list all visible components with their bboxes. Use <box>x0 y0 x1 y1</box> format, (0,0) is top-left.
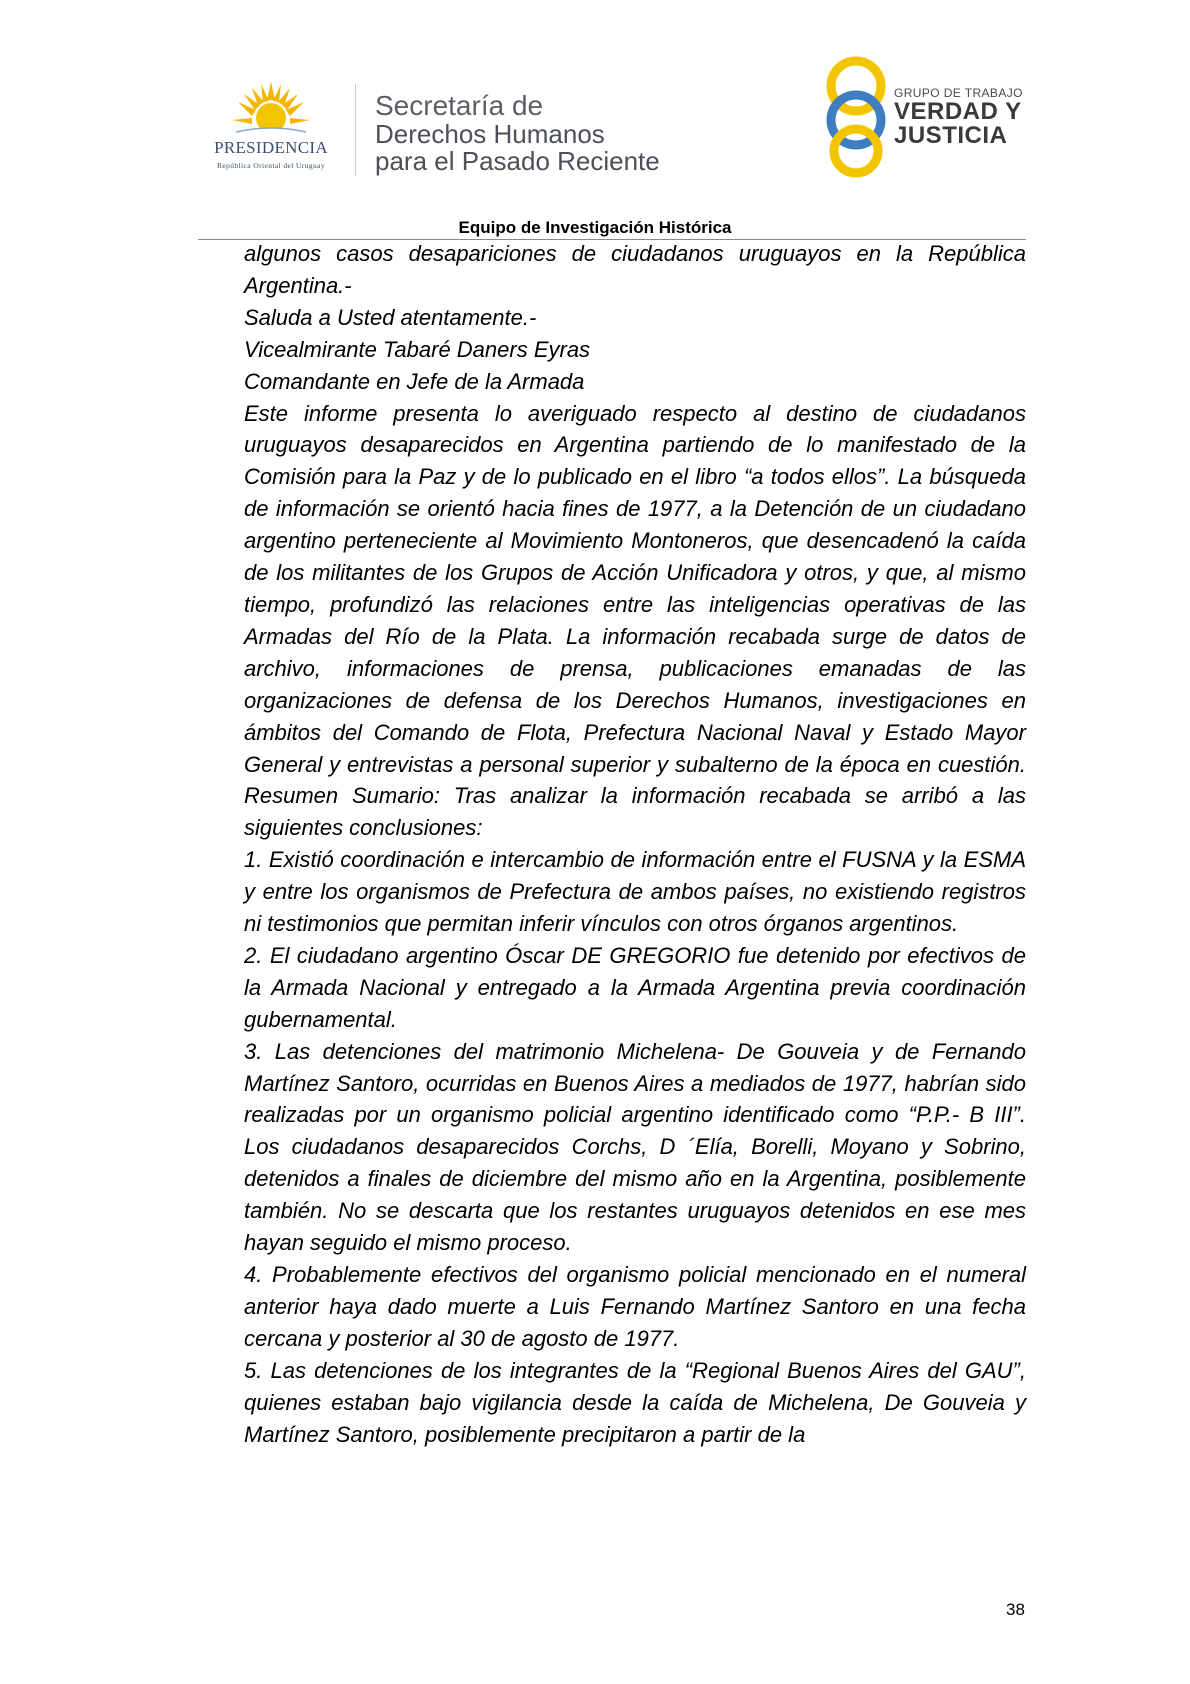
secretaria-line-1: Secretaría de <box>375 90 544 121</box>
presidencia-logo <box>198 80 344 176</box>
secretaria-line-2: Derechos Humanos <box>375 119 605 149</box>
presidencia-subtitle: República Oriental del Uruguay <box>216 161 325 170</box>
secretaria-line-3: para el Pasado Reciente <box>375 146 660 176</box>
interlocking-rings-icon <box>822 56 892 178</box>
paragraph: algunos casos desapariciones de ciudadanos uruguayos en la República Argentina.- <box>244 241 1026 298</box>
grupo-trabajo-line-3: JUSTICIA <box>894 122 1008 149</box>
paragraph: 1. Existió coordinación e intercambio de información entre el FUSNA y la ESMA y entre los organismos de Prefectura de ambos países, no existiendo registros ni testimonios que permitan inferir vínculos con otros órganos argentinos. <box>244 847 1026 937</box>
secretaria-title <box>375 91 660 175</box>
paragraph: Saluda a Usted atentamente.- <box>244 304 537 330</box>
page-number: 38 <box>1006 1600 1025 1619</box>
paragraph: Este informe presenta lo averiguado respecto al destino de ciudadanos uruguayos desaparecidos en Argentina partiendo de lo manifestado de la Comisión para la Paz y de lo publicado en el libro “a todos ellos”. La búsqueda de información se orientó hacia fines de 1977, a la Detención de un ciudadano argentino perteneciente al Movimiento Montoneros, que desencadenó la caída de los militantes de los Grupos de Acción Unificadora y otros, y que, al mismo tiempo, profundizó las relaciones entre las inteligencias operativas de las Armadas del Río de la Plata. La información recabada surge de datos de archivo, informaciones de prensa, publicaciones emanadas de las organizaciones de defensa de los Derechos Humanos, investigaciones en ámbitos del Comando de Flota, Prefectura Nacional Naval y Estado Mayor General y entrevistas a personal superior y subalterno de la época en cuestión. Resumen Sumario: Tras analizar la información recabada se arribó a las siguientes conclusiones: <box>244 400 1026 841</box>
paragraph: Comandante en Jefe de la Armada <box>244 368 585 394</box>
paragraph: Vicealmirante Tabaré Daners Eyras <box>244 336 591 362</box>
grupo-trabajo-line-1: GRUPO DE TRABAJO <box>894 86 1023 100</box>
paragraph: 2. El ciudadano argentino Óscar DE GREGORIO fue detenido por efectivos de la Armada Nacional y entregado a la Armada Argentina previa coordinación gubernamental. <box>244 942 1026 1032</box>
paragraph: 4. Probablemente efectivos del organismo policial mencionado en el numeral anterior haya dado muerte a Luis Fernando Martínez Santoro en una fecha cercana y posterior al 30 de agosto de 1977. <box>244 1262 1026 1351</box>
logo-divider <box>355 84 356 176</box>
grupo-trabajo-text <box>894 86 1023 148</box>
grupo-trabajo-logo <box>822 56 1032 178</box>
paragraph: 3. Las detenciones del matrimonio Michelena- De Gouveia y de Fernando Martínez Santoro, ocurridas en Buenos Aires a mediados de 1977, habrían sido realizadas por un organismo policial argentino identificado como “P.P.- B III”. Los ciudadanos desaparecidos Corchs, D ´Elía, Borelli, Moyano y Sobrino, detenidos a finales de diciembre del mismo año en la Argentina, posiblemente también. No se descarta que los restantes uruguayos detenidos en ese mes hayan seguido el mismo proceso. <box>244 1038 1026 1256</box>
presidencia-name: PRESIDENCIA <box>214 138 328 157</box>
body-text <box>244 238 1026 1450</box>
section-header: Equipo de Investigación Histórica <box>458 218 732 237</box>
paragraph: 5. Las detenciones de los integrantes de la “Regional Buenos Aires del GAU”, quienes estaban bajo vigilancia desde la caída de Michelena, De Gouveia y Martínez Santoro, posiblemente precipitaron a partir de la <box>244 1357 1026 1447</box>
grupo-trabajo-line-2: VERDAD Y <box>894 98 1022 125</box>
uruguay-sun-icon <box>232 80 310 138</box>
